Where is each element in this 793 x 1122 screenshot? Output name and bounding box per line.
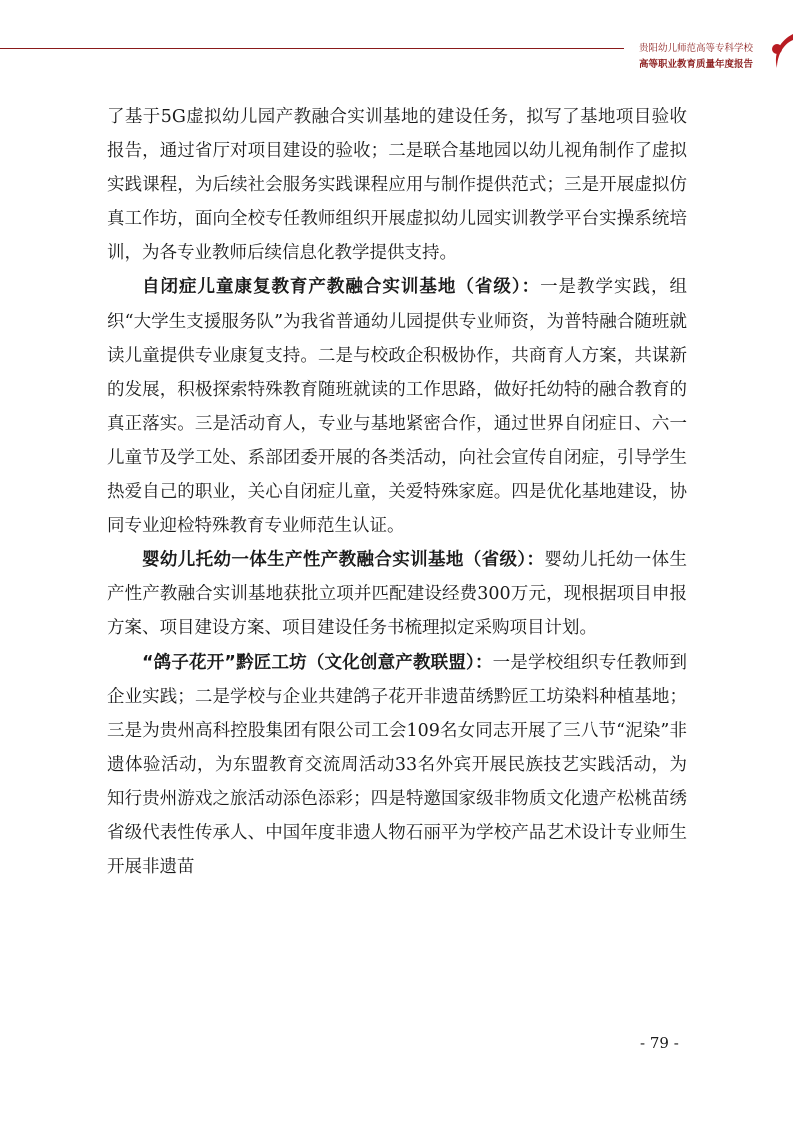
header-school-name: 贵阳幼儿师范高等专科学校 <box>638 43 753 54</box>
paragraph-lead: “鸽子花开”黔匠工坊（文化创意产教联盟）： <box>142 652 493 673</box>
header-rule <box>0 48 624 49</box>
header-report-title: 高等职业教育质量年度报告 <box>638 59 753 70</box>
paragraph-infant-care-base <box>107 543 687 645</box>
paragraph-text: 一是学校组织专任教师到企业实践；二是学校与企业共建鸽子花开非遗苗绣黔匠工坊染料种植基地；三是为贵州高科控股集团有限公司工会109名女同志开展了三八节“泥染”非遗体验活动，为东盟教育交流周活动33名外宾开展民族技艺实践活动，为知行贵州游戏之旅活动添色添彩；四是特邀国家级非物质文化遗产松桃苗绣省级代表性传承人、中国年度非遗人物石丽平为学校产品艺术设计专业师生开展非遗苗 <box>107 652 687 878</box>
paragraph-dove-flower-workshop <box>107 646 687 885</box>
header-dot-decoration <box>772 44 782 54</box>
paragraph-autism-base <box>107 270 687 543</box>
paragraph-text: 婴幼儿托幼一体生产性产教融合实训基地获批立项并匹配建设经费300万元，现根据项目申报方案、项目建设方案、项目建设任务书梳理拟定采购项目计划。 <box>107 550 687 639</box>
paragraph-virtual-kindergarten <box>107 100 687 270</box>
page-number: - 79 - <box>640 1034 679 1052</box>
paragraph-text: 一是教学实践，组织“大学生支援服务队”为我省普通幼儿园提供专业师资，为普特融合随班就读儿童提供专业康复支持。二是与校政企积极协作，共商育人方案，共谋新的发展，积极探索特殊教育随班就读的工作思路，做好托幼特的融合教育的真正落实。三是活动育人，专业与基地紧密合作，通过世界自闭症日、六一儿童节及学工处、系部团委开展的各类活动，向社会宣传自闭症，引导学生热爱自己的职业，关心自闭症儿童，关爱特殊家庭。四是优化基地建设，协同专业迎检特殊教育专业师范生认证。 <box>107 277 688 537</box>
body-text <box>107 100 687 884</box>
paragraph-lead: 婴幼儿托幼一体生产性产教融合实训基地（省级）： <box>142 550 545 571</box>
paragraph-text: 了基于5G虚拟幼儿园产教融合实训基地的建设任务，拟写了基地项目验收报告，通过省厅对项目建设的验收；二是联合基地园以幼儿视角制作了虚拟实践课程，为后续社会服务实践课程应用与制作提供范式；三是开展虚拟仿真工作坊，面向全校专任教师组织开展虚拟幼儿园实训教学平台实操系统培训，为各专业教师后续信息化教学提供支持。 <box>107 107 687 264</box>
paragraph-lead: 自闭症儿童康复教育产教融合实训基地（省级）： <box>142 277 541 298</box>
